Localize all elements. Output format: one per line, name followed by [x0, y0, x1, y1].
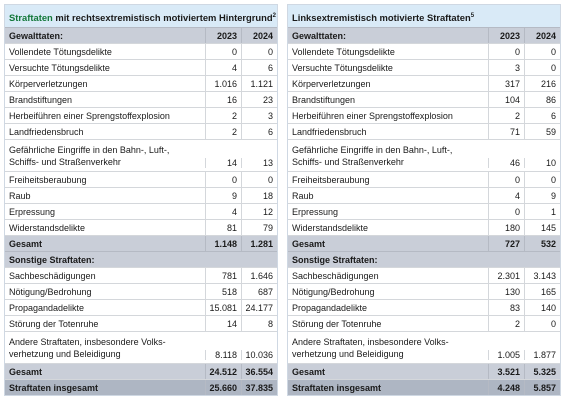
table-row-label-line1: Andere Straftaten, insbesondere Volks- [9, 337, 166, 347]
violent-subtotal-row-value-2023: 1.148 [205, 236, 241, 251]
violent-subtotal-row-value-2023: 727 [488, 236, 524, 251]
table-row-value-2023: 104 [488, 92, 524, 107]
table-row-value-2024: 0 [524, 60, 560, 75]
title-text: mit rechtsextremistisch motiviertem Hintergrund [52, 12, 273, 24]
table-row-value-2023: 2 [205, 108, 241, 123]
table-row-value-2024: 79 [241, 220, 277, 235]
table-row-label [5, 336, 205, 360]
table-row-label-line1: Gefährliche Eingriffe in den Bahn-, Luft-, [9, 145, 170, 155]
table-row-value-2023: 8.118 [205, 350, 241, 360]
table-row-value-2023: 4 [488, 188, 524, 203]
table-row-value-2023: 46 [488, 158, 524, 168]
table-row [288, 299, 560, 315]
table-row-label: Erpressung [9, 206, 56, 217]
other-subtotal-row-label: Gesamt [9, 366, 43, 377]
table-row-value-2024: 0 [241, 44, 277, 59]
table-row [288, 75, 560, 91]
violent-subtotal-row-value-2024: 532 [524, 236, 560, 251]
table-row-value-2023: 0 [205, 172, 241, 187]
table-row-value-2023: 81 [205, 220, 241, 235]
table-row-label-line2: verhetzung und Beleidigung [292, 349, 404, 359]
grand-total-row [288, 379, 560, 395]
table-row-value-2024: 140 [524, 300, 560, 315]
section-heading-other: Sonstige Straftaten: [292, 254, 378, 265]
table-row-value-2024: 6 [241, 60, 277, 75]
table-row [288, 267, 560, 283]
table-row-value-2023: 4 [205, 204, 241, 219]
table-row-label: Widerstandsdelikte [292, 222, 369, 233]
section-heading-violent: Gewalttaten: [9, 30, 64, 41]
table-row-value-2023: 130 [488, 284, 524, 299]
violent-subtotal-row [288, 235, 560, 251]
table-row [5, 187, 277, 203]
table-row-value-2023: 1.005 [488, 350, 524, 360]
grand-total-row-value-2023: 25.660 [205, 380, 241, 395]
grand-total-row-value-2023: 4.248 [488, 380, 524, 395]
grand-total-row-value-2024: 5.857 [524, 380, 560, 395]
table-row [288, 43, 560, 59]
table-row-label-line2: verhetzung und Beleidigung [9, 349, 121, 359]
table-row-value-2023: 4 [205, 60, 241, 75]
table-row-label: Herbeiführen einer Sprengstoffexplosion [292, 110, 453, 121]
table-row-value-2023: 0 [488, 204, 524, 219]
table-title [5, 5, 277, 27]
table-row-label: Vollendete Tötungsdelikte [292, 46, 395, 57]
right-wing-crimes-table [4, 4, 278, 396]
table-row-label: Brandstiftungen [292, 94, 356, 105]
table-row-value-2024: 24.177 [241, 300, 277, 315]
other-subtotal-row-value-2023: 3.521 [488, 364, 524, 379]
table-row-label: Körperverletzungen [9, 78, 88, 89]
table-row-value-2024: 6 [524, 108, 560, 123]
table-row-value-2023: 71 [488, 124, 524, 139]
grand-total-row [5, 379, 277, 395]
table-row-label [288, 144, 488, 168]
table-row-value-2024: 165 [524, 284, 560, 299]
table-row-label [288, 336, 488, 360]
table-row [5, 219, 277, 235]
table-row-label: Sachbeschädigungen [9, 270, 96, 281]
table-row-value-2024: 9 [524, 188, 560, 203]
column-header-row [288, 27, 560, 43]
violent-subtotal-row-label: Gesamt [9, 238, 43, 249]
violent-subtotal-row [5, 235, 277, 251]
other-subtotal-row-value-2024: 5.325 [524, 364, 560, 379]
table-row-value-2023: 180 [488, 220, 524, 235]
table-row-label: Sachbeschädigungen [292, 270, 379, 281]
table-row-label [5, 144, 205, 168]
grand-total-row-value-2024: 37.835 [241, 380, 277, 395]
other-subtotal-row-value-2024: 36.554 [241, 364, 277, 379]
table-row-label: Versuchte Tötungsdelikte [292, 62, 393, 73]
table-row-value-2023: 14 [205, 316, 241, 331]
table-row-label: Widerstandsdelikte [9, 222, 86, 233]
table-row-value-2023: 2 [488, 316, 524, 331]
table-row-label: Nötigung/Bedrohung [292, 286, 375, 297]
table-row-value-2024: 0 [524, 316, 560, 331]
table-row-label: Versuchte Tötungsdelikte [9, 62, 110, 73]
table-row-label: Landfriedensbruch [292, 126, 367, 137]
table-row-label: Brandstiftungen [9, 94, 73, 105]
table-row-value-2023: 15.081 [205, 300, 241, 315]
table-row-value-2024: 10.036 [241, 350, 277, 360]
table-row [5, 171, 277, 187]
table-row [288, 171, 560, 187]
table-title [288, 5, 560, 27]
table-row-value-2024: 59 [524, 124, 560, 139]
table-row [5, 267, 277, 283]
year-header-2024: 2024 [241, 28, 277, 43]
table-row [5, 123, 277, 139]
table-row [288, 107, 560, 123]
table-row-value-2024: 1.121 [241, 76, 277, 91]
table-row-value-2024: 1.646 [241, 268, 277, 283]
section-header-row [288, 251, 560, 267]
table-row-value-2024: 6 [241, 124, 277, 139]
table-row-value-2024: 687 [241, 284, 277, 299]
year-header-2023: 2023 [205, 28, 241, 43]
footnote-marker: 2 [272, 13, 276, 19]
table-row [5, 331, 277, 363]
table-row [288, 123, 560, 139]
table-row-label: Störung der Totenruhe [292, 318, 382, 329]
table-row-value-2023: 781 [205, 268, 241, 283]
grand-total-row-label: Straftaten insgesamt [9, 382, 99, 393]
table-row [288, 219, 560, 235]
table-row-value-2023: 2.301 [488, 268, 524, 283]
table-row [5, 299, 277, 315]
table-row-value-2024: 216 [524, 76, 560, 91]
table-row-label: Propagandadelikte [9, 302, 85, 313]
table-row-value-2024: 3.143 [524, 268, 560, 283]
table-row [288, 91, 560, 107]
section-heading-violent: Gewalttaten: [292, 30, 347, 41]
table-row [5, 139, 277, 171]
table-row-value-2024: 0 [524, 44, 560, 59]
table-row-label: Erpressung [292, 206, 339, 217]
other-subtotal-row-value-2023: 24.512 [205, 364, 241, 379]
table-row-value-2023: 83 [488, 300, 524, 315]
table-row-value-2023: 14 [205, 158, 241, 168]
table-row-value-2023: 3 [488, 60, 524, 75]
table-row [5, 59, 277, 75]
table-row [288, 139, 560, 171]
table-row-value-2023: 0 [488, 44, 524, 59]
table-row-value-2023: 317 [488, 76, 524, 91]
section-header-row [5, 251, 277, 267]
title-accent: Straftaten [9, 12, 53, 24]
table-row-value-2024: 18 [241, 188, 277, 203]
table-row-label: Körperverletzungen [292, 78, 371, 89]
table-row [5, 107, 277, 123]
table-row [288, 203, 560, 219]
table-row-label: Herbeiführen einer Sprengstoffexplosion [9, 110, 170, 121]
table-row-label: Raub [292, 190, 314, 201]
table-row [5, 75, 277, 91]
table-row [5, 43, 277, 59]
year-header-2023: 2023 [488, 28, 524, 43]
table-row-value-2024: 0 [524, 172, 560, 187]
section-heading-other: Sonstige Straftaten: [9, 254, 95, 265]
table-row-value-2024: 23 [241, 92, 277, 107]
violent-subtotal-row-label: Gesamt [292, 238, 326, 249]
other-subtotal-row [5, 363, 277, 379]
table-row-value-2024: 86 [524, 92, 560, 107]
left-wing-crimes-table [287, 4, 561, 396]
table-row [288, 331, 560, 363]
other-subtotal-row [288, 363, 560, 379]
table-row [5, 283, 277, 299]
table-row-value-2023: 16 [205, 92, 241, 107]
table-row-value-2024: 3 [241, 108, 277, 123]
column-header-row [5, 27, 277, 43]
table-row [288, 283, 560, 299]
table-row-value-2023: 1.016 [205, 76, 241, 91]
table-row-value-2024: 1.877 [524, 350, 560, 360]
table-row [288, 187, 560, 203]
table-row-value-2023: 518 [205, 284, 241, 299]
table-row-value-2024: 8 [241, 316, 277, 331]
table-row-label-line2: Schiffs- und Straßenverkehr [292, 157, 404, 167]
table-row [5, 315, 277, 331]
table-row-value-2024: 145 [524, 220, 560, 235]
table-row-value-2023: 2 [488, 108, 524, 123]
table-row-value-2024: 0 [241, 172, 277, 187]
footnote-marker: 5 [470, 13, 475, 19]
table-row-label-line2: Schiffs- und Straßenverkehr [9, 157, 121, 167]
table-row-label: Landfriedensbruch [9, 126, 84, 137]
table-row-value-2024: 13 [241, 158, 277, 168]
table-row-value-2024: 12 [241, 204, 277, 219]
table-row-label-line1: Andere Straftaten, insbesondere Volks- [292, 337, 449, 347]
table-row-label: Freiheitsberaubung [292, 174, 370, 185]
table-row-value-2023: 0 [205, 44, 241, 59]
table-row-value-2023: 0 [488, 172, 524, 187]
table-row [5, 203, 277, 219]
table-row-value-2023: 9 [205, 188, 241, 203]
table-row-value-2023: 2 [205, 124, 241, 139]
year-header-2024: 2024 [524, 28, 560, 43]
table-row-label: Nötigung/Bedrohung [9, 286, 92, 297]
table-row [288, 59, 560, 75]
violent-subtotal-row-value-2024: 1.281 [241, 236, 277, 251]
table-row-label: Propagandadelikte [292, 302, 368, 313]
table-row-value-2024: 10 [524, 158, 560, 168]
table-row-label: Freiheitsberaubung [9, 174, 87, 185]
table-row [5, 91, 277, 107]
grand-total-row-label: Straftaten insgesamt [292, 382, 382, 393]
table-row-label-line1: Gefährliche Eingriffe in den Bahn-, Luft-, [292, 145, 453, 155]
table-row-label: Raub [9, 190, 31, 201]
other-subtotal-row-label: Gesamt [292, 366, 326, 377]
table-row-value-2024: 1 [524, 204, 560, 219]
table-row [288, 315, 560, 331]
table-row-label: Störung der Totenruhe [9, 318, 99, 329]
title-text: Linksextremistisch motivierte Straftaten [292, 12, 471, 24]
table-row-label: Vollendete Tötungsdelikte [9, 46, 112, 57]
